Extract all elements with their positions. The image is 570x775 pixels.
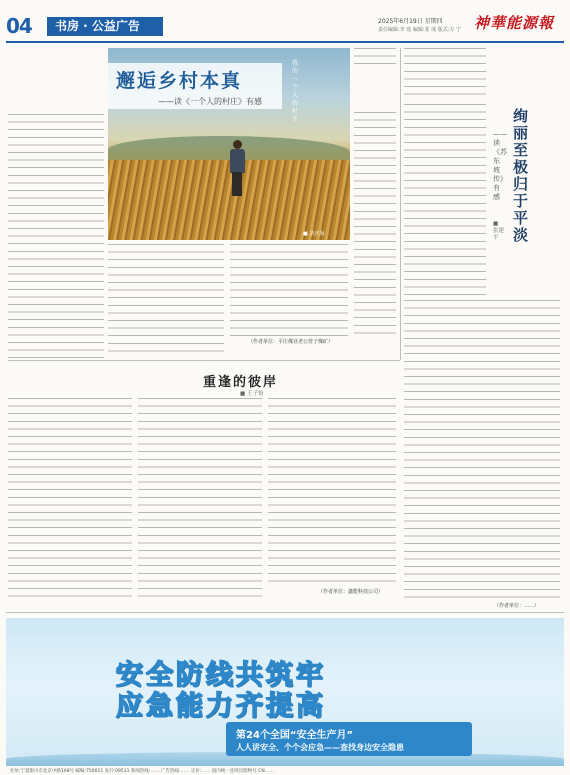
second-article-author: ■ 王子怡 — [240, 391, 264, 397]
header-rule — [6, 41, 564, 43]
feature-body-col2 — [230, 244, 348, 336]
poem-excerpt — [404, 48, 486, 98]
feature-title: 邂逅乡村本真 — [116, 70, 243, 92]
masthead-logo: 神華能源報 — [474, 14, 555, 32]
column-divider — [400, 48, 401, 360]
photo-credit: ■ 刘庆海 — [303, 231, 325, 237]
feature-body-left — [8, 114, 104, 358]
second-article-col3 — [268, 398, 396, 584]
feature-body-col1 — [108, 244, 224, 356]
banner-headline-1: 安全防线共筑牢 — [116, 660, 326, 691]
feature-body-col3 — [354, 48, 396, 68]
photo-farmer-figure — [228, 140, 246, 200]
banner-info-title: 第24个全国“安全生产月” — [236, 730, 354, 741]
right-article-author: ■ 张建平 — [493, 221, 505, 241]
right-article-credit-note: （作者单位：……） — [494, 603, 540, 609]
right-article-subtitle: ——读《苏东坡传》有感 — [493, 130, 507, 201]
editor-credits: 责任编辑:李 莲 编辑:张 成 版式:万 宁 — [378, 27, 462, 33]
feature-credit-note: （作者单位：平庄煤业老公营子煤矿） — [248, 339, 334, 345]
section-tag: 书房 · 公益广告 — [47, 17, 163, 36]
banner-info-slogan: 人人讲安全、个个会应急——查找身边安全隐患 — [236, 743, 404, 752]
section-divider — [8, 360, 400, 361]
footer-imprint: 社址:宁夏银川市北京中路168号 邮编:750011 发行:09511 新闻热线:…… 广告热线:…… 定价:…… 国内统一连续出版物号 CN…… — [10, 769, 274, 774]
banner-headline-2: 应急能力齐提高 — [116, 691, 326, 722]
second-article-col1 — [8, 398, 132, 600]
right-article-title: 绚丽至极 归于平淡 — [513, 107, 529, 244]
right-article-body-b — [404, 300, 560, 600]
photo-vertical-caption: 我的一个人的村庄 — [292, 60, 300, 123]
issue-date: 2025年6月19日 星期四 — [378, 18, 443, 25]
right-article-body-a — [404, 104, 486, 298]
banner-divider — [6, 612, 564, 613]
second-article-col2 — [138, 398, 262, 600]
feature-subtitle: ——读《一个人的村庄》有感 — [158, 97, 262, 106]
feature-body-col4 — [354, 112, 396, 334]
second-article-credit-note: （作者单位：鑫能科技公司） — [318, 589, 384, 595]
page-number: 04 — [6, 14, 32, 38]
second-article-title: 重逢的彼岸 — [203, 375, 279, 390]
